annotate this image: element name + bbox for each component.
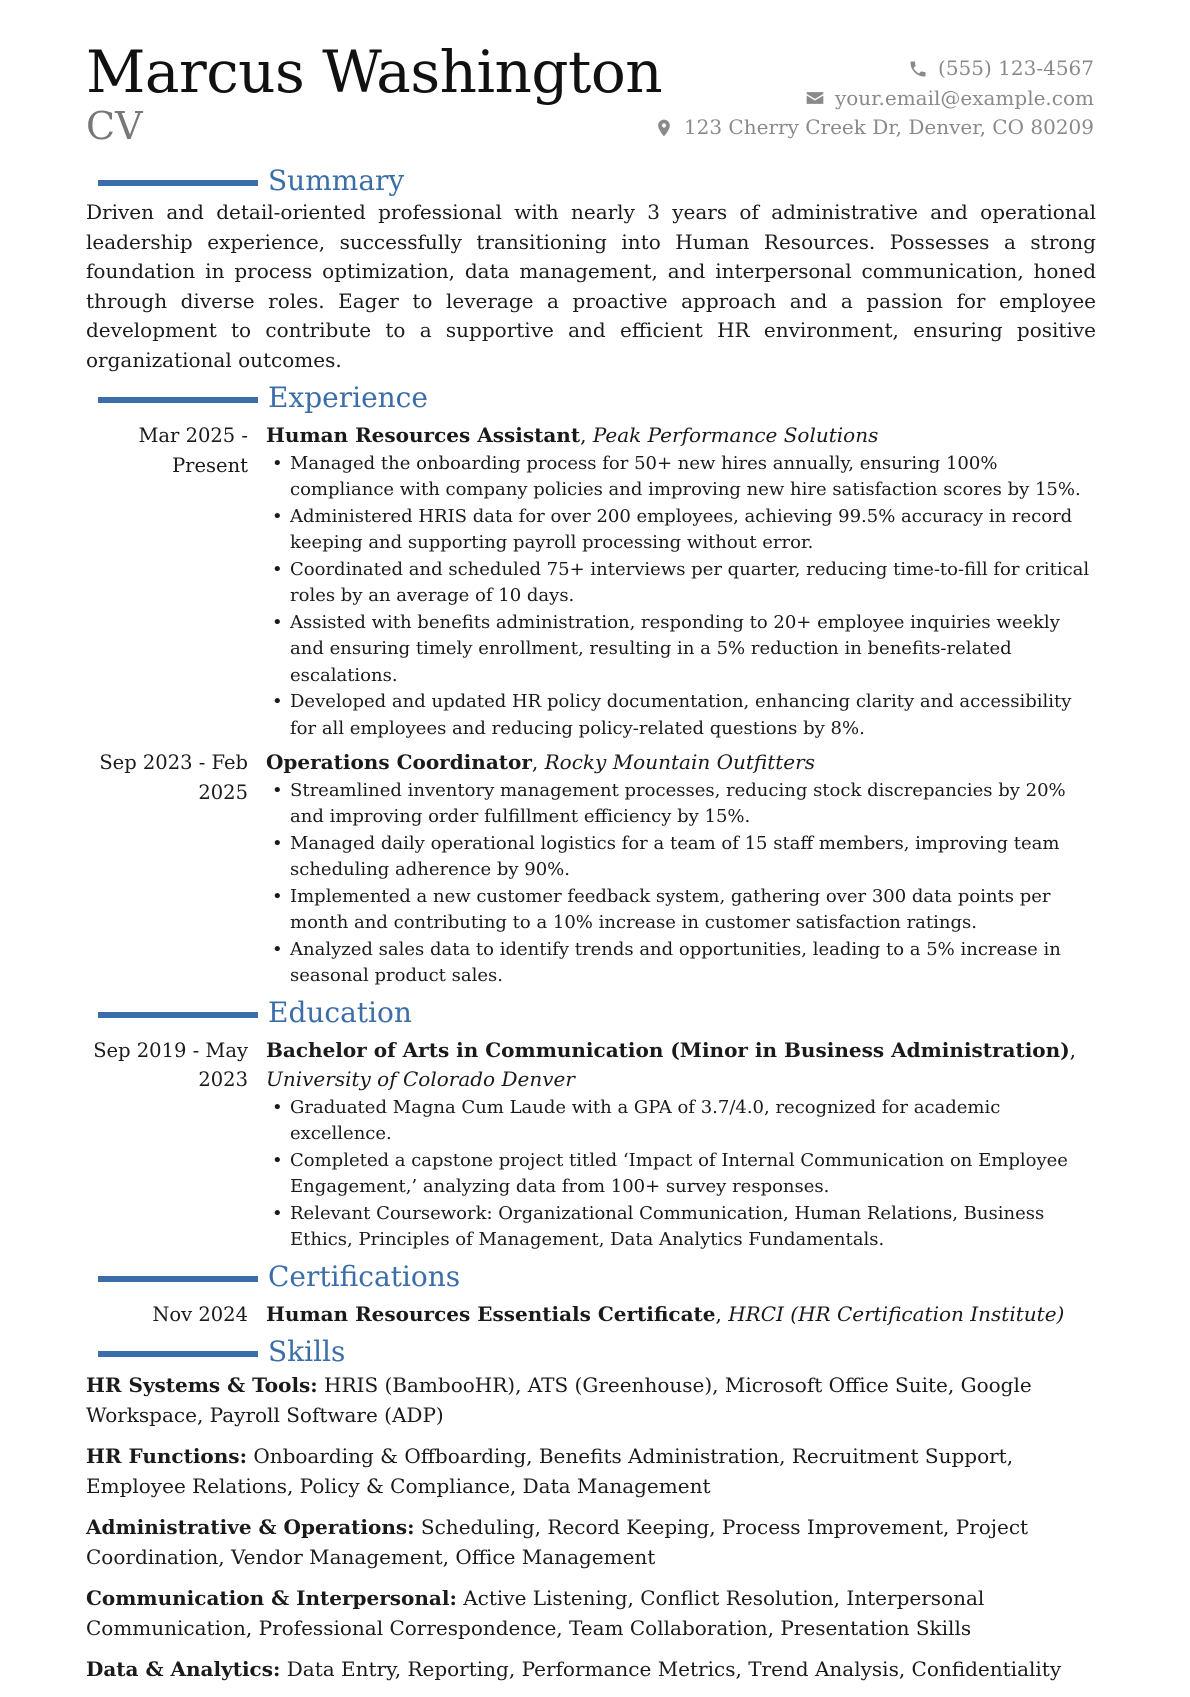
entry-title: Operations Coordinator	[266, 750, 532, 774]
section-skills	[86, 1335, 1096, 1369]
section-title-skills: Skills	[268, 1335, 346, 1368]
bullet-item: • Graduated Magna Cum Laude with a GPA of 3.7/4.0, recognized for academic excellence.	[266, 1095, 1096, 1148]
section-bar	[98, 180, 258, 186]
entry-org: University of Colorado Denver	[266, 1067, 575, 1091]
skill-label: HR Functions:	[86, 1444, 247, 1468]
entry-date: Mar 2025 - Present	[138, 424, 248, 477]
entry-heading: Human Resources Assistant, Peak Performance Solutions	[266, 423, 879, 447]
contact-phone	[654, 54, 1094, 84]
bullet-item: • Assisted with benefits administration, responding to 20+ employee inquiries weekly and ensuring timely enrollment, resulting in a 5% reduction in benefits-related escalations.	[266, 610, 1096, 690]
skill-label: Data & Analytics:	[86, 1657, 281, 1681]
section-certifications	[86, 1260, 1096, 1294]
entry-title: Human Resources Essentials Certificate	[266, 1301, 716, 1326]
contact-info	[654, 54, 1094, 143]
entry-date: Sep 2023 - Feb 2025	[99, 751, 248, 804]
resume-header	[86, 40, 1096, 158]
section-title-experience: Experience	[268, 381, 428, 414]
entry-heading: Bachelor of Arts in Communication (Minor in Business Administration), University of Colorado Denver	[266, 1037, 1077, 1091]
bullet-item: • Administered HRIS data for over 200 employees, achieving 99.5% accuracy in record keeping and supporting payroll processing without error.	[266, 504, 1096, 557]
skill-text: Data Entry, Reporting, Performance Metrics, Trend Analysis, Confidentiality	[286, 1657, 1062, 1681]
section-bar	[98, 397, 258, 403]
entry-bullets	[266, 1095, 1096, 1254]
bullet-item: • Developed and updated HR policy documentation, enhancing clarity and accessibility for all employees and reducing policy-related questions by 8%.	[266, 689, 1096, 742]
entry-date: Sep 2019 - May 2023	[93, 1038, 248, 1091]
skill-group	[86, 1513, 1096, 1572]
entry-heading: Operations Coordinator, Rocky Mountain Outfitters	[266, 750, 815, 774]
section-bar	[98, 1276, 258, 1282]
skills-list	[86, 1371, 1096, 1685]
bullet-item: • Managed daily operational logistics for a team of 15 staff members, improving team scheduling adherence by 90%.	[266, 831, 1096, 884]
bullet-item: • Relevant Coursework: Organizational Communication, Human Relations, Business Ethics, Principles of Management, Data Analytics Fundamentals.	[266, 1201, 1096, 1254]
skill-group	[86, 1371, 1096, 1430]
entry-title: Bachelor of Arts in Communication (Minor in Business Administration)	[266, 1037, 1070, 1062]
document-subtitle: CV	[86, 104, 143, 148]
entry-title: Human Resources Assistant	[266, 423, 581, 447]
skill-group	[86, 1655, 1096, 1685]
skill-text: Onboarding & Offboarding, Benefits Administration, Recruitment Support, Employee Relations, Policy & Compliance, Data Management	[86, 1444, 1014, 1498]
experience-entry	[86, 748, 1096, 990]
entry-org: Rocky Mountain Outfitters	[544, 750, 815, 774]
bullet-item: • Streamlined inventory management processes, reducing stock discrepancies by 20% and improving order fulfillment efficiency by 15%.	[266, 778, 1096, 831]
bullet-item: • Managed the onboarding process for 50+ new hires annually, ensuring 100% compliance with company policies and improving new hire satisfaction scores by 15%.	[266, 451, 1096, 504]
section-summary	[86, 164, 1096, 198]
certification-entry	[86, 1300, 1096, 1330]
bullet-item: • Implemented a new customer feedback system, gathering over 300 data points per month and contributing to a 10% increase in customer satisfaction ratings.	[266, 884, 1096, 937]
envelope-icon	[805, 88, 825, 108]
section-title-summary: Summary	[268, 164, 405, 197]
section-title-education: Education	[268, 995, 412, 1029]
bullet-item: • Coordinated and scheduled 75+ interviews per quarter, reducing time-to-fill for critical roles by an average of 10 days.	[266, 557, 1096, 610]
skill-label: Administrative & Operations:	[86, 1515, 415, 1539]
education-entry	[86, 1036, 1096, 1254]
bullet-item: • Analyzed sales data to identify trends and opportunities, leading to a 5% increase in seasonal product sales.	[266, 937, 1096, 990]
contact-address	[654, 113, 1094, 143]
phone-text: (555) 123-4567	[938, 56, 1094, 80]
map-pin-icon	[654, 118, 674, 138]
candidate-name: Marcus Washington	[86, 38, 663, 106]
section-bar	[98, 1351, 258, 1357]
contact-email[interactable]	[654, 84, 1094, 114]
skill-label: HR Systems & Tools:	[86, 1373, 318, 1397]
skill-group	[86, 1584, 1096, 1643]
skill-text: HRIS (BambooHR), ATS (Greenhouse), Microsoft Office Suite, Google Workspace, Payroll Software (ADP)	[86, 1373, 1032, 1427]
section-title-certifications: Certifications	[268, 1259, 461, 1293]
address-text: 123 Cherry Creek Dr, Denver, CO 80209	[683, 115, 1094, 139]
entry-bullets	[266, 451, 1096, 743]
email-text[interactable]: your.email@example.com	[834, 85, 1094, 110]
section-experience	[86, 381, 1096, 415]
bullet-item: • Completed a capstone project titled ‘Impact of Internal Communication on Employee Engagement,’ analyzing data from 100+ survey responses.	[266, 1148, 1096, 1201]
section-education	[86, 996, 1096, 1030]
entry-date: Nov 2024	[152, 1302, 248, 1326]
entry-bullets	[266, 778, 1096, 990]
summary-text: Driven and detail-oriented professional with nearly 3 years of administrative and operational leadership experience, successfully transitioning into Human Resources. Possesses a strong foundation in process optimization, data management, and interpersonal communication, honed through diverse roles. Eager to leverage a proactive approach and a passion for employee development to contribute to a supportive and efficient HR environment, ensuring positive organizational outcomes.	[86, 200, 1096, 372]
entry-heading: Human Resources Essentials Certificate, HRCI (HR Certification Institute)	[266, 1301, 1065, 1326]
resume-page	[86, 40, 1096, 1697]
experience-entry	[86, 421, 1096, 742]
skill-group	[86, 1442, 1096, 1501]
skill-text: Active Listening, Conflict Resolution, Interpersonal Communication, Professional Correspondence, Team Collaboration, Presentation Skills	[86, 1586, 985, 1640]
section-bar	[98, 1012, 258, 1018]
skill-text: Scheduling, Record Keeping, Process Improvement, Project Coordination, Vendor Management, Office Management	[86, 1515, 1029, 1569]
entry-org: HRCI (HR Certification Institute)	[728, 1301, 1065, 1326]
phone-icon	[908, 59, 928, 79]
skill-label: Communication & Interpersonal:	[86, 1586, 457, 1610]
entry-org: Peak Performance Solutions	[592, 423, 879, 447]
